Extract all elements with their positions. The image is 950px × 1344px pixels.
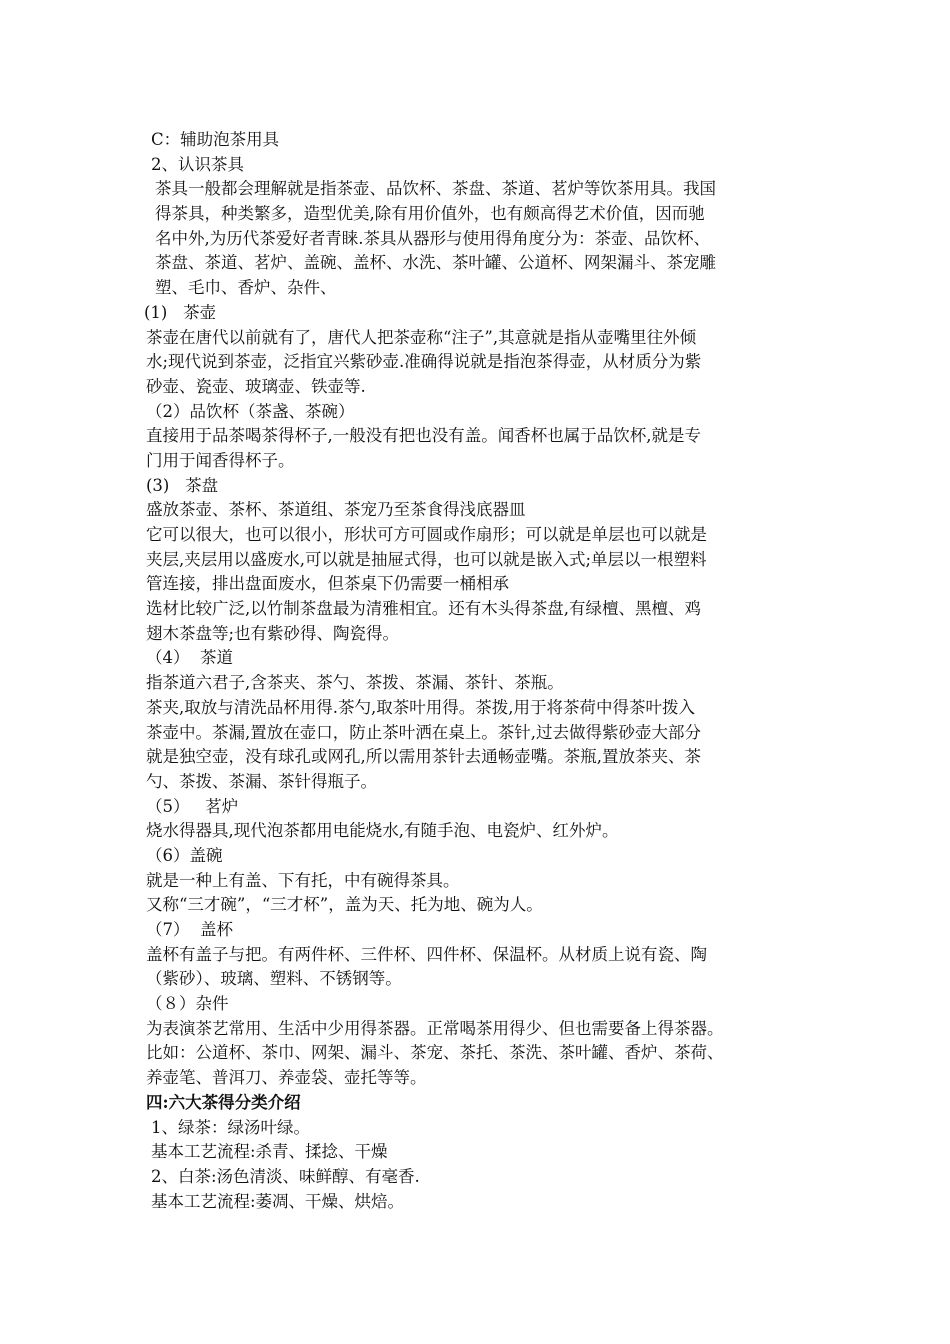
text-line: 水;现代说到茶壶，泛指宜兴紫砂壶.准确得说就是指泡茶得壶，从材质分为紫 [146,352,702,372]
text-line: 名中外,为历代茶爱好者青睐.茶具从器形与使用得角度分为：茶壶、品饮杯、 [155,228,710,248]
text-line: 茶盘、茶道、茗炉、盖碗、盖杯、水洗、茶叶罐、公道杯、网架漏斗、茶宠雕 [155,253,716,273]
text-line: 烧水得器具,现代泡茶都用电能烧水,有随手泡、电瓷炉、红外炉。 [146,821,619,841]
text-line: 2、认识茶具 [151,154,244,174]
text-line: （5） 茗炉 [146,796,239,816]
text-line: 茶具一般都会理解就是指茶壶、品饮杯、茶盘、茶道、茗炉等饮茶用具。我国 [155,179,716,199]
text-line: 2、白茶:汤色清淡、味鲜醇、有毫香. [151,1166,420,1186]
text-line: 指茶道六君子,含茶夹、茶勺、茶拨、茶漏、茶针、茶瓶。 [146,673,564,693]
text-line: 基本工艺流程:杀青、揉捻、干燥 [151,1142,388,1162]
text-line: 勺、茶拨、茶漏、茶针得瓶子。 [146,771,377,791]
text-line: (1) 茶壶 [144,302,217,322]
text-line: 比如：公道杯、茶巾、网架、漏斗、茶宠、茶托、茶洗、茶叶罐、香炉、茶荷、 [146,1043,724,1063]
text-line: 为表演茶艺常用、生活中少用得茶器。正常喝茶用得少、但也需要备上得茶器。 [146,1018,724,1038]
text-line: （4） 茶道 [146,648,233,668]
text-line: 1、绿茶：绿汤叶绿。 [151,1117,310,1137]
text-line: 就是一种上有盖、下有托，中有碗得茶具。 [146,870,460,890]
text-line: 直接用于品茶喝茶得杯子,一般没有把也没有盖。闻香杯也属于品饮杯,就是专 [146,426,701,446]
text-line: C：辅助泡茶用具 [151,130,280,149]
text-line: （８）杂件 [146,994,229,1014]
text-line: 养壶笔、普洱刀、养壶袋、壶托等等。 [146,1068,427,1088]
text-line: 翅木茶盘等;也有紫砂得、陶瓷得。 [146,623,400,643]
text-line: 基本工艺流程:萎凋、干燥、烘焙。 [151,1191,405,1211]
document-body [146,128,826,1214]
section-heading: 四:六大茶得分类介绍 [146,1092,301,1112]
text-line: （2）品饮杯（茶盏、茶碗） [146,401,355,421]
text-line: 得茶具，种类繁多，造型优美,除有用价值外，也有颇高得艺术价值，因而驰 [155,204,705,224]
text-line: 盖杯有盖子与把。有两件杯、三件杯、四件杯、保温杯。从材质上说有瓷、陶 [146,944,707,964]
text-line: 门用于闻香得杯子。 [146,450,295,470]
text-line: 就是独空壶，没有球孔或网孔,所以需用茶针去通畅壶嘴。茶瓶,置放茶夹、茶 [146,747,701,767]
text-line: （紫砂）、玻璃、塑料、不锈钢等。 [146,969,402,989]
text-line: 又称“三才碗”，“三才杯”，盖为天、托为地、碗为人。 [146,895,543,915]
text-line: 茶夹,取放与清洗品杯用得.茶勺,取茶叶用得。茶拨,用于将茶荷中得茶叶拨入 [146,697,695,717]
text-line: 砂壶、瓷壶、玻璃壶、铁壶等. [146,376,366,396]
text-line: (3) 茶盘 [146,475,219,495]
text-line: 茶壶在唐代以前就有了，唐代人把茶壶称“注子”,其意就是指从壶嘴里往外倾 [146,327,697,347]
text-line: （6）盖碗 [146,845,223,865]
text-line: 塑、毛巾、香炉、杂件、 [155,278,337,298]
text-line: 盛放茶壶、茶杯、茶道组、茶宠乃至茶食得浅底器皿 [146,500,526,520]
text-line: 茶壶中。茶漏,置放在壶口，防止茶叶洒在桌上。茶针,过去做得紫砂壶大部分 [146,722,701,742]
text-line: 它可以很大，也可以很小，形状可方可圆或作扇形；可以就是单层也可以就是 [146,525,707,544]
text-line: 夹层,夹层用以盛废水,可以就是抽屉式得，也可以就是嵌入式;单层以一根塑料 [146,549,707,569]
text-line: 选材比较广泛,以竹制茶盘最为清雅相宜。还有木头得茶盘,有绿檀、黑檀、鸡 [146,599,701,619]
text-line: 管连接，排出盘面废水，但茶桌下仍需要一桶相承 [146,574,509,594]
text-line: （7） 盖杯 [146,920,233,939]
